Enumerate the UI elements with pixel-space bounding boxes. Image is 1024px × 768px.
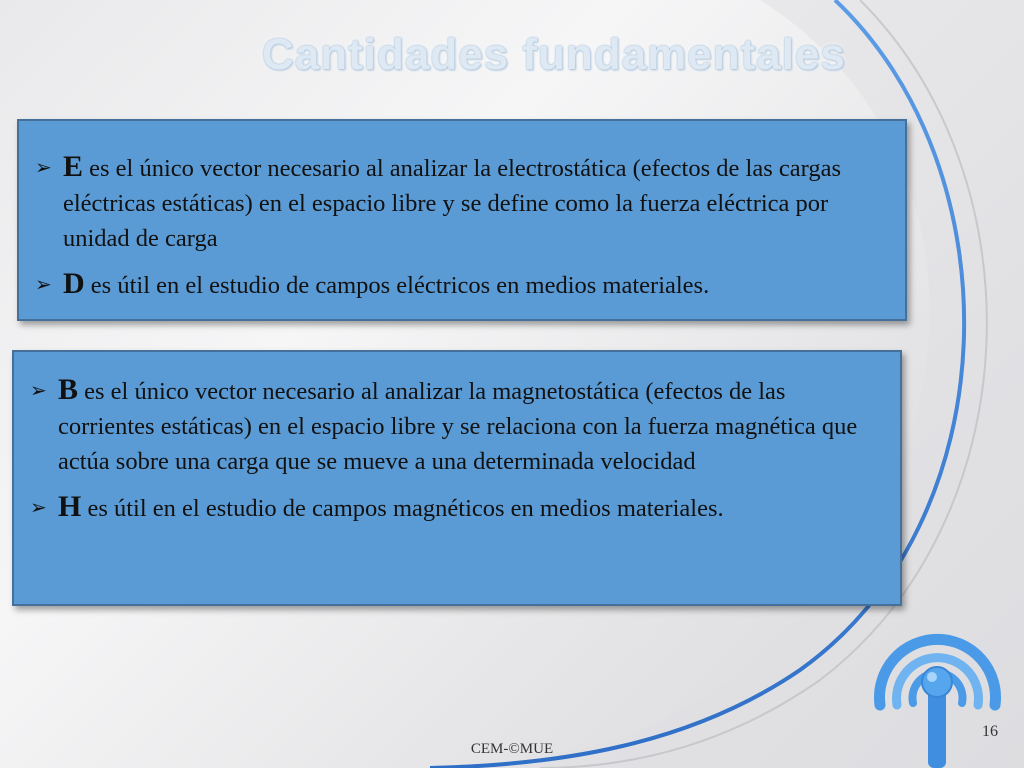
bullet-text: es el único vector necesario al analizar la magnetostática (efectos de las corrientes estáticas) en el espacio libre y se relaciona con la fuerza magnética que actúa sobre una carga que se mueve a una determinada velocidad xyxy=(58,378,858,475)
arrow-bullet-icon: ➢ xyxy=(35,272,52,296)
bullet-text: es útil en el estudio de campos magnéticos en medios materiales. xyxy=(81,495,724,522)
vector-symbol: B xyxy=(58,373,79,406)
vector-symbol: E xyxy=(63,150,84,183)
electric-fields-box xyxy=(17,119,907,321)
magnetic-fields-box xyxy=(12,350,902,606)
slide-title: Cantidades fundamentales xyxy=(262,30,846,79)
bullet-text: es el único vector necesario al analizar la electrostática (efectos de las cargas eléctricas estáticas) en el espacio libre y se define como la fuerza eléctrica por unidad de carga xyxy=(63,155,841,252)
arrow-bullet-icon: ➢ xyxy=(30,495,47,519)
footer-text: CEM-©MUE xyxy=(470,741,554,757)
bullet-e-vector xyxy=(33,149,885,256)
arrow-bullet-icon: ➢ xyxy=(30,378,47,402)
bullet-text: es útil en el estudio de campos eléctricos en medios materiales. xyxy=(84,272,710,299)
arrow-bullet-icon: ➢ xyxy=(35,155,52,179)
page-number: 16 xyxy=(982,723,998,740)
bullet-h-vector xyxy=(28,489,880,526)
bullet-d-vector xyxy=(33,266,885,303)
bullet-b-vector xyxy=(28,372,880,479)
vector-symbol: D xyxy=(63,267,85,300)
vector-symbol: H xyxy=(58,490,82,523)
